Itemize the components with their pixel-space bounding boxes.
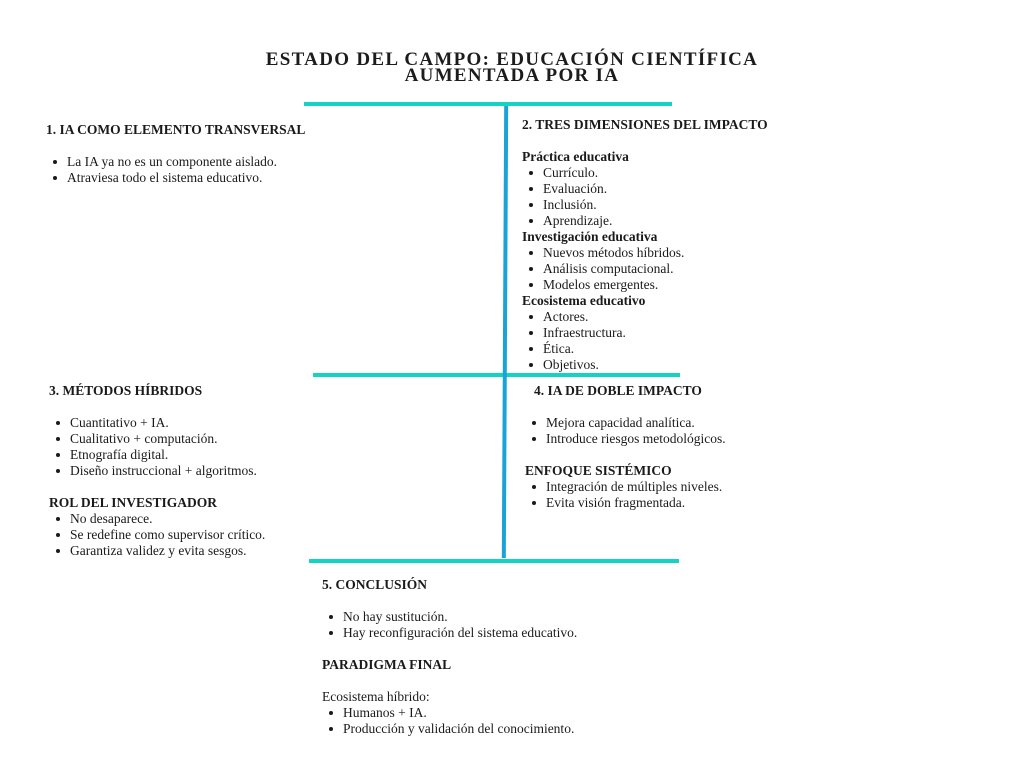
list-item: Humanos + IA. — [343, 705, 577, 721]
bullet-list — [522, 165, 768, 229]
section-heading: 1. IA COMO ELEMENTO TRANSVERSAL — [46, 122, 306, 137]
bullet-list — [525, 415, 726, 447]
list-item: Hay reconfiguración del sistema educativo. — [343, 625, 578, 640]
list-item: Etnografía digital. — [70, 447, 265, 463]
title-line-1: ESTADO DEL CAMPO: EDUCACIÓN CIENTÍFICA — [265, 49, 759, 70]
bullet-list — [322, 609, 577, 641]
section-conclusion — [322, 577, 577, 737]
list-item: Nuevos métodos híbridos. — [543, 245, 768, 261]
list-item: Cuantitativo + IA. — [70, 415, 265, 431]
list-item: Producción y validación del conocimiento. — [343, 721, 577, 737]
section-ia-transversal — [46, 122, 305, 186]
bullet-list — [49, 511, 265, 559]
section-tres-dimensiones — [522, 117, 768, 373]
section-metodos-hibridos — [49, 383, 265, 559]
subsection-heading: ENFOQUE SISTÉMICO — [525, 463, 672, 478]
subsection-heading: ROL DEL INVESTIGADOR — [49, 495, 218, 510]
list-item: Diseño instruccional + algoritmos. — [70, 463, 265, 479]
section-heading: 3. MÉTODOS HÍBRIDOS — [49, 383, 203, 398]
group-title: Práctica educativa — [522, 149, 629, 164]
bullet-list — [525, 479, 726, 511]
subsection-heading: PARADIGMA FINAL — [322, 657, 452, 672]
list-item: Currículo. — [543, 165, 768, 181]
list-item: La IA ya no es un componente aislado. — [67, 154, 305, 170]
list-item: Actores. — [543, 309, 768, 325]
list-item: Evita visión fragmentada. — [546, 495, 726, 511]
list-item: Mejora capacidad analítica. — [546, 415, 726, 431]
group-title: Investigación educativa — [522, 229, 658, 244]
bullet-list — [322, 705, 577, 737]
list-item: Atraviesa todo el sistema educativo. — [67, 170, 305, 186]
bullet-list — [522, 245, 768, 293]
list-item: Inclusión. — [543, 197, 768, 213]
list-item: Ética. — [543, 341, 768, 357]
divider-vertical — [502, 106, 508, 558]
divider-middle — [313, 373, 680, 377]
section-heading: 5. CONCLUSIÓN — [322, 577, 428, 592]
list-item: Infraestructura. — [543, 325, 768, 341]
list-item: Aprendizaje. — [543, 213, 768, 229]
group-title: Ecosistema educativo — [522, 293, 646, 308]
list-item: No desaparece. — [70, 511, 265, 527]
paragraph-text: Ecosistema híbrido: — [322, 689, 430, 704]
bullet-list — [46, 154, 305, 186]
list-item: Análisis computacional. — [543, 261, 768, 277]
bullet-list — [49, 415, 265, 479]
list-item: No hay sustitución. — [343, 609, 577, 625]
page-title — [212, 49, 812, 86]
list-item: Garantiza validez y evita sesgos. — [70, 543, 265, 559]
list-item: Modelos emergentes. — [543, 277, 768, 293]
list-item: Evaluación. — [543, 181, 768, 197]
list-item: Introduce riesgos metodológicos. — [546, 431, 726, 446]
list-item: Se redefine como supervisor crítico. — [70, 527, 266, 542]
section-doble-impacto — [525, 383, 726, 511]
title-line-2: AUMENTADA POR IA — [404, 65, 620, 86]
section-heading: 4. IA DE DOBLE IMPACTO — [534, 383, 702, 398]
list-item: Objetivos. — [543, 357, 768, 373]
list-item: Integración de múltiples niveles. — [546, 479, 726, 495]
divider-bottom — [309, 559, 679, 563]
list-item: Cualitativo + computación. — [70, 431, 265, 447]
bullet-list — [522, 309, 768, 373]
divider-top — [304, 102, 672, 106]
section-heading: 2. TRES DIMENSIONES DEL IMPACTO — [522, 117, 768, 132]
